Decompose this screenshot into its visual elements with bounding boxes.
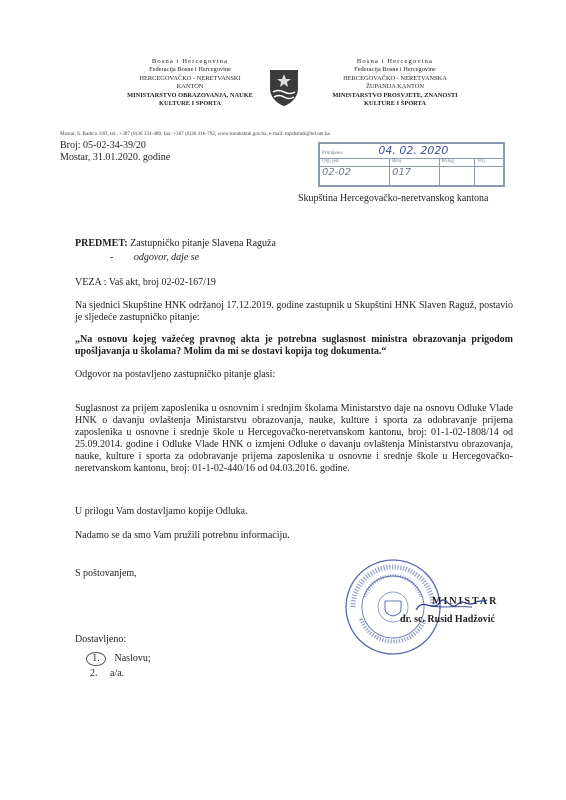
distribution-item-number: 2.: [90, 668, 98, 679]
closing-hope: Nadamo se da smo Vam pružili potrebnu informaciju.: [75, 530, 290, 541]
attachment-note: U prilogu Vam dostavljamo kopije Odluka.: [75, 506, 248, 517]
receipt-stamp-org-value: 02-02: [320, 167, 390, 186]
distribution-item-text: a/a.: [110, 668, 125, 679]
distribution-item-text: Naslovu;: [114, 653, 151, 664]
distribution-label: Dostavljeno:: [75, 634, 127, 645]
header-right-canton-2: ŽUPANIJA KANTON: [365, 83, 425, 91]
receipt-stamp-org-label: Org. jed.: [320, 159, 390, 167]
header-right-federation: Federacija Bosne i Hercegovine: [354, 66, 436, 74]
subject-sub: [110, 252, 199, 264]
header-right-canton-1: HERCEGOVAČKO - NERETVANSKA: [343, 74, 447, 82]
subject-text: Zastupničko pitanje Slavena Raguža: [130, 238, 276, 249]
paragraph-intro: Na sjednici Skupštine HNK održanoj 17.12.2019. godine zastupnik u Skupštini HNK Slaven Raguž, postavio je sljedeće zastupničko pitanje:: [75, 300, 514, 323]
subject-sub-text: odgovor, daje se: [133, 252, 200, 263]
contact-line: Mostar, S. Radića 3/III, tel.: +387 (0)36 334-480, fax: +387 (0)36 316-792; www.monkshnk.gov.ba, e-mail: mpsbshnk@tel.net.ba: [60, 131, 330, 137]
distribution-item: [90, 652, 151, 666]
distribution-item: [90, 668, 124, 680]
header-left-federation: Federacija Bosne i Hercegovine: [149, 66, 231, 74]
answer: Suglasnost za prijem zaposlenika u osnovnim i srednjim školama Ministarstvo daje na osnovu Odluke Vlade HNK o davanju ovlaštenja Ministarstvu obrazovanja, nauke, kulture i sporta za odobravanje prijema zaposlenika u osnovne i srednje škole u Hercegovačko-neretvanskom kantonu, broj: 01-1-02-1808/14 od 25.09.2014. godine i Odluke Vlade HNK o izmjeni Odluke o davanju ovlaštenja Ministarstvu obrazovanja, nauke, kulture i sporta za odobravanje prijema zaposlenika u osnovne i srednje škole u Hercegovačko-neretvanskom kantonu, broj: 01-1-02-440/16 od 04.03.2016. godine.: [75, 403, 513, 474]
answer-intro: Odgovor na postavljeno zastupničko pitanje glasi:: [75, 369, 276, 380]
receipt-stamp: [318, 142, 505, 187]
header-right-country: Bosna i Hercegovina: [356, 58, 434, 65]
subject-dash: -: [110, 252, 114, 263]
reference-number: Broj: 05-02-34-39/20: [60, 140, 146, 151]
header-left-ministry-1: MINISTARSTVO OBRAZOVANJA, NAUKE: [127, 91, 253, 99]
header-left: [120, 58, 260, 108]
header-right-ministry-1: MINISTARSTVO PROSVJETE, ZNANOSTI: [332, 91, 458, 99]
veza-line: VEZA : Vaš akt, broj 02-02-167/19: [75, 277, 216, 288]
regards: S poštovanjem,: [75, 568, 137, 579]
recipient: Skupština Hercegovačko-neretvanskog kantona: [298, 193, 489, 204]
subject-label: PREDMET:: [75, 238, 128, 249]
header-left-canton-1: HERCEGOVAČKO - NERETVANSKI: [139, 74, 241, 82]
signature-name: dr. sc. Rusid Hadžović: [400, 614, 495, 625]
distribution-item-number: 1.: [86, 652, 106, 666]
reference-place-date: Mostar, 31.01.2020. godine: [60, 152, 171, 163]
receipt-stamp-value-label: Vrij.: [475, 159, 504, 167]
header-left-ministry-2: KULTURE I SPORTA: [159, 100, 221, 108]
question: „Na osnovu kojeg važećeg pravnog akta je potrebna suglasnost ministra obrazovanja prigodom upošljavanja u školama? Molim da mi se dostavi kopija tog dokumenta.“: [75, 334, 513, 357]
header-left-country: Bosna i Hercegovina: [151, 58, 229, 65]
receipt-stamp-received-row: [320, 144, 504, 159]
header-right: [320, 58, 470, 108]
header-left-canton-2: KANTON: [176, 83, 204, 91]
subject: [75, 238, 276, 250]
signature-title: MINISTAR: [432, 596, 499, 607]
receipt-stamp-received-label: Primljeno:: [322, 151, 344, 156]
header-right-ministry-2: KULTURE I ŠPORTA: [364, 100, 426, 108]
receipt-stamp-received-date: 04. 02. 2020: [378, 144, 449, 157]
receipt-stamp-number-label: Broj: [390, 159, 440, 167]
receipt-stamp-number-value: 017: [390, 167, 440, 186]
receipt-stamp-attachment-label: Prilog: [439, 159, 474, 167]
coat-of-arms-icon: [268, 68, 300, 108]
